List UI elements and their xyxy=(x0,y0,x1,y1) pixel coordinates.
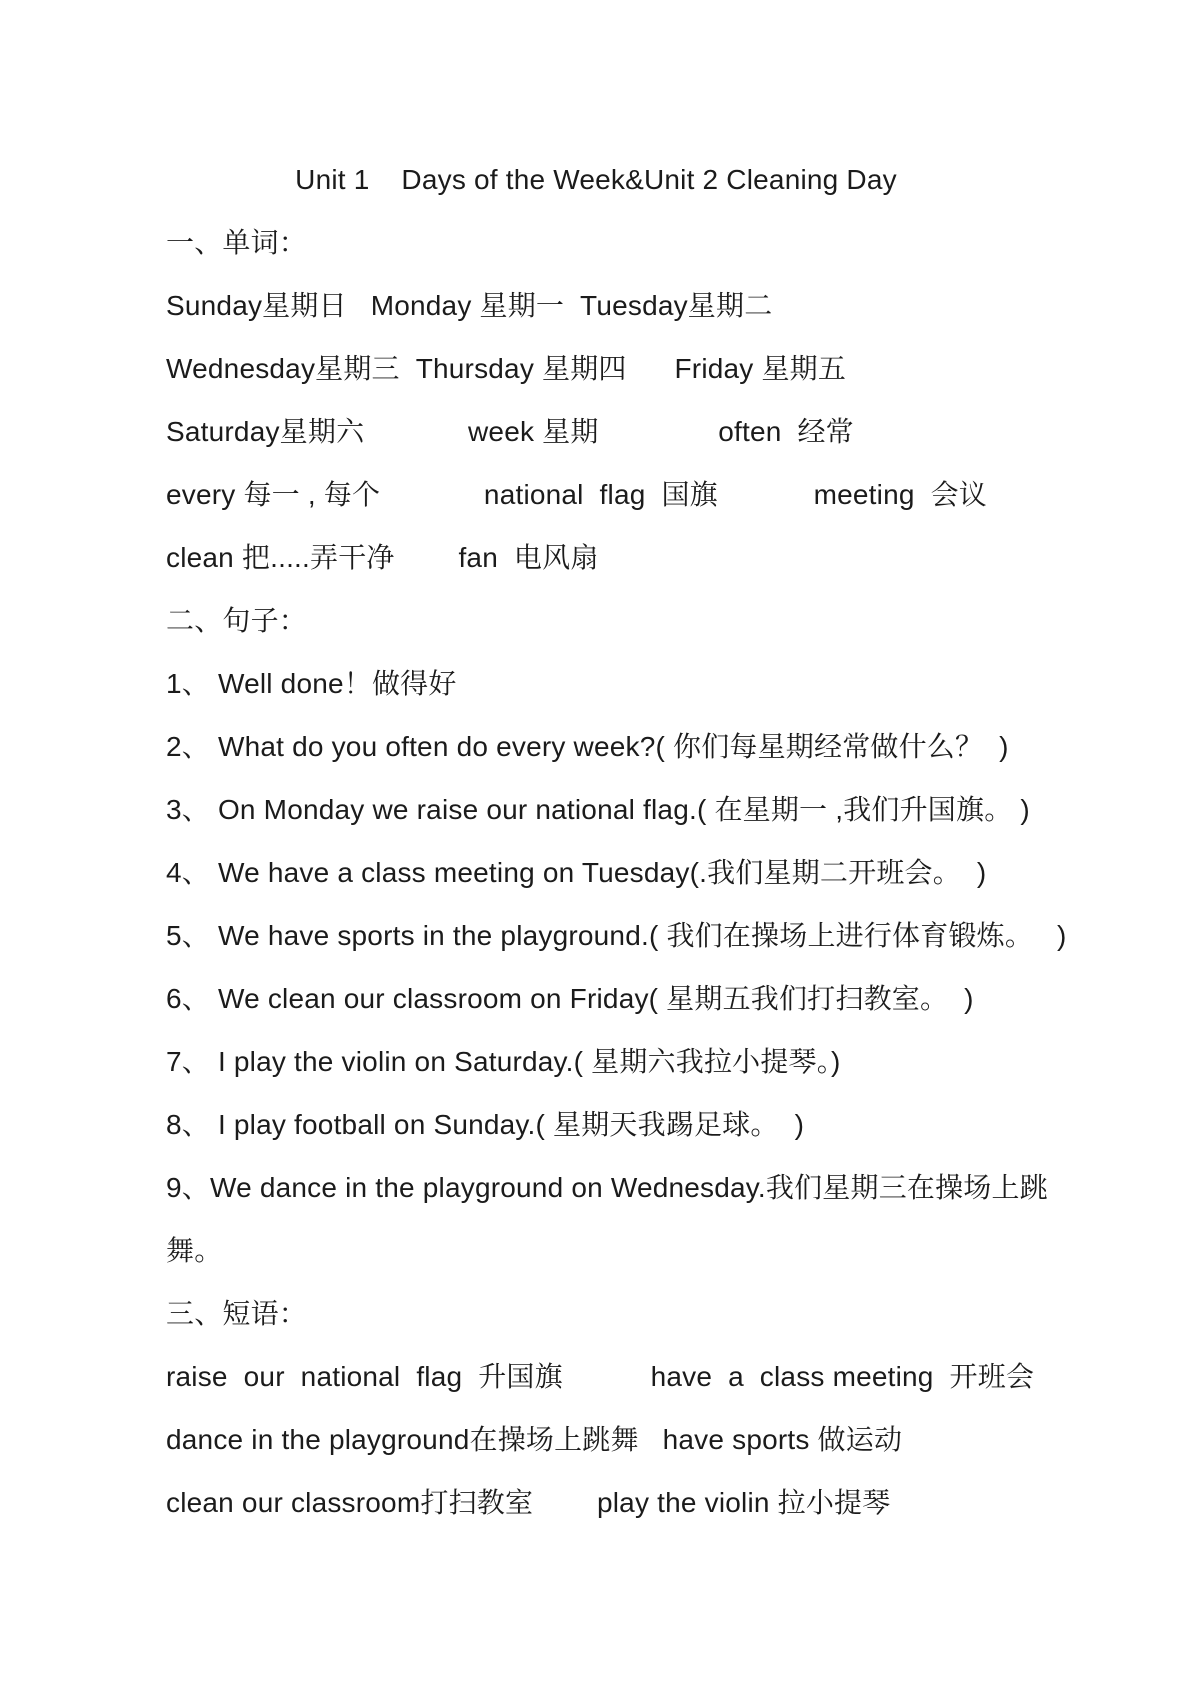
sentences-section-heading: 二、句子： xyxy=(166,605,308,636)
phrase-line: clean our classroom打扫教室 play the violin 拉小提琴 xyxy=(166,1487,891,1518)
vocab-line: every 每一 , 每个 national flag 国旗 meeting 会议 xyxy=(166,479,987,510)
sentence-line: 9、We dance in the playground on Wednesday.我们星期三在操场上跳 xyxy=(166,1172,1048,1203)
phrases-section-heading: 三、短语： xyxy=(166,1298,308,1329)
sentence-line: 2、 What do you often do every week?( 你们每星期经常做什么？ ) xyxy=(166,731,1009,762)
sentence-line: 3、 On Monday we raise our national flag.( 在星期一 ,我们升国旗。 ) xyxy=(166,794,1030,825)
sentence-line: 6、 We clean our classroom on Friday( 星期五我们打扫教室。 ) xyxy=(166,983,974,1014)
sentence-line: 1、 Well done！做得好 xyxy=(166,668,457,699)
vocab-line: Saturday星期六 week 星期 often 经常 xyxy=(166,416,854,447)
document-page xyxy=(166,165,1126,1551)
vocab-line: Sunday星期日 Monday 星期一 Tuesday星期二 xyxy=(166,290,773,321)
phrase-line: raise our national flag 升国旗 have a class meeting 开班会 xyxy=(166,1361,1035,1392)
sentence-line-wrap: 舞。 xyxy=(166,1235,223,1266)
phrase-line: dance in the playground在操场上跳舞 have sports 做运动 xyxy=(166,1424,903,1455)
vocab-line: clean 把.....弄干净 fan 电风扇 xyxy=(166,542,599,573)
vocab-line: Wednesday星期三 Thursday 星期四 Friday 星期五 xyxy=(166,353,847,384)
document-title: Unit 1 Days of the Week&Unit 2 Cleaning Day xyxy=(295,164,897,195)
sentence-line: 5、 We have sports in the playground.( 我们在操场上进行体育锻炼。 ) xyxy=(166,920,1067,951)
sentence-line: 4、 We have a class meeting on Tuesday(.我们星期二开班会。 ) xyxy=(166,857,987,888)
words-section-heading: 一、单词： xyxy=(166,227,308,258)
sentence-line: 7、 I play the violin on Saturday.( 星期六我拉小提琴。) xyxy=(166,1046,841,1077)
sentence-line: 8、 I play football on Sunday.( 星期天我踢足球。 ) xyxy=(166,1109,805,1140)
